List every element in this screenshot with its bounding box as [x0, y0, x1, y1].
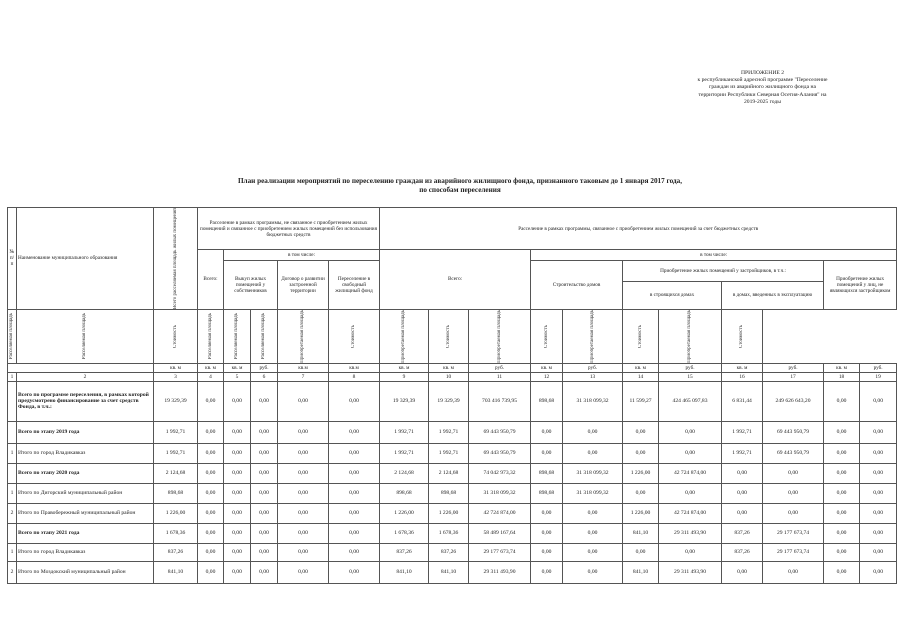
row-value-cell: 0,00	[860, 483, 897, 503]
row-value-cell: 58 489 167,64	[469, 523, 531, 543]
unit-cell: кв. м	[429, 363, 469, 372]
header-from-persons: Приобретение жилых помещений у лиц, не являющихся застройщиком	[824, 261, 897, 310]
subheader-c18	[659, 309, 722, 363]
header-free-fund: Переселение в свободный жилищный фонд	[329, 261, 380, 310]
row-value-cell: 0,00	[224, 443, 251, 463]
units-blank	[8, 363, 154, 372]
appendix-line: территории Республики Северная Осетия-Алания" на	[698, 91, 827, 98]
row-value-cell: 0,00	[251, 503, 278, 523]
row-value-cell: 1 226,00	[380, 503, 429, 523]
row-name-cell: Всего по этапу 2021 года	[17, 523, 154, 543]
row-value-cell: 19 329,39	[429, 381, 469, 421]
table-row	[8, 463, 897, 483]
row-value-cell: 1 678,36	[380, 523, 429, 543]
row-number-cell: 2	[8, 561, 17, 583]
row-number-cell: 1	[8, 443, 17, 463]
row-value-cell: 0,00	[860, 421, 897, 443]
subheader-c14	[469, 309, 531, 363]
header-under-construction: в строящихся домах	[623, 281, 722, 309]
header-group-with-budget: Расселение в рамках программы, связанное с приобретением жилых помещений за счет бюджетных средств	[380, 208, 897, 250]
row-value-cell: 1 226,00	[429, 503, 469, 523]
row-value-cell: 0,00	[224, 561, 251, 583]
appendix-line: к республиканской адресной программе "Переселение	[697, 77, 828, 84]
unit-cell: кв.м	[329, 363, 380, 372]
row-value-cell: 0,00	[329, 503, 380, 523]
appendix-line: 2019-2025 годы	[743, 98, 782, 105]
row-name-cell: Итого по Моздокский муниципальный район	[17, 561, 154, 583]
row-number-cell: 1	[8, 543, 17, 561]
unit-cell: руб.	[469, 363, 531, 372]
row-value-cell: 0,00	[722, 483, 763, 503]
row-value-cell: 0,00	[278, 381, 329, 421]
row-value-cell: 0,00	[860, 381, 897, 421]
column-number: 14	[623, 372, 659, 381]
column-number: 12	[531, 372, 563, 381]
row-name-cell: Итого по Дигорский муниципальный район	[17, 483, 154, 503]
row-value-cell: 0,00	[198, 561, 224, 583]
row-value-cell: 0,00	[563, 421, 623, 443]
row-value-cell: 0,00	[329, 463, 380, 483]
row-value-cell: 0,00	[824, 561, 860, 583]
row-name-cell: Всего по программе переселения, в рамках которой предусмотрено финансирование за счет средств Фонда, в т.ч.:	[17, 381, 154, 421]
unit-cell: кв. м	[824, 363, 860, 372]
row-value-cell: 0,00	[224, 463, 251, 483]
row-value-cell: 0,00	[531, 443, 563, 463]
row-value-cell: 0,00	[198, 443, 224, 463]
subheader-c19	[722, 309, 763, 363]
row-value-cell: 0,00	[224, 483, 251, 503]
row-value-cell: 0,00	[329, 561, 380, 583]
subheader-text: Расселяемая площадь	[234, 313, 239, 360]
row-value-cell: 0,00	[860, 503, 897, 523]
resettlement-plan-table	[7, 207, 897, 584]
row-value-cell: 0,00	[824, 523, 860, 543]
row-value-cell: 0,00	[251, 543, 278, 561]
table-row	[8, 561, 897, 583]
row-value-cell: 0,00	[198, 381, 224, 421]
appendix-line: граждан из аварийного жилищного фонда на	[709, 84, 816, 91]
unit-cell: руб.	[563, 363, 623, 372]
row-value-cell: 0,00	[824, 503, 860, 523]
row-value-cell: 0,00	[722, 463, 763, 483]
row-value-cell: 31 318 099,32	[563, 463, 623, 483]
row-value-cell: 69 443 950,79	[763, 443, 824, 463]
row-value-cell: 1 992,71	[429, 421, 469, 443]
unit-cell: кв.м	[278, 363, 329, 372]
header-total-2: Всего:	[380, 250, 531, 310]
column-number: 5	[224, 372, 251, 381]
row-value-cell: 2 124,68	[429, 463, 469, 483]
row-value-cell: 0,00	[251, 381, 278, 421]
header-total-1: Всего:	[198, 250, 224, 310]
subheader-text: Приобретаемая площадь	[401, 309, 407, 363]
unit-cell: кв. м	[224, 363, 251, 372]
subheader-text: Расселяемая площадь	[261, 313, 266, 360]
row-value-cell: 0,00	[659, 421, 722, 443]
column-number: 1	[8, 372, 17, 381]
row-value-cell: 1 226,00	[623, 463, 659, 483]
row-value-cell: 837,26	[722, 523, 763, 543]
row-value-cell: 898,68	[380, 483, 429, 503]
row-value-cell: 0,00	[198, 523, 224, 543]
row-value-cell: 837,26	[154, 543, 198, 561]
row-value-cell: 1 992,71	[154, 421, 198, 443]
row-value-cell: 0,00	[860, 543, 897, 561]
row-value-cell: 0,00	[531, 421, 563, 443]
row-value-cell: 0,00	[860, 561, 897, 583]
header-number: № п/п	[8, 208, 17, 310]
subheader-c7	[198, 309, 224, 363]
row-value-cell: 0,00	[278, 503, 329, 523]
row-value-cell: 11 599,27	[623, 381, 659, 421]
row-value-cell: 29 177 673,74	[469, 543, 531, 561]
row-value-cell: 0,00	[824, 421, 860, 443]
header-buyout: Выкуп жилых помещений у собственников	[224, 261, 278, 310]
row-value-cell: 29 177 673,74	[763, 523, 824, 543]
row-value-cell: 0,00	[824, 483, 860, 503]
column-number: 7	[278, 372, 329, 381]
row-value-cell: 0,00	[531, 503, 563, 523]
appendix-note	[660, 70, 865, 106]
header-construction: Строительство домов	[531, 261, 623, 310]
subheader-text: Приобретаемая площадь	[687, 309, 693, 363]
row-value-cell: 69 443 950,79	[469, 421, 531, 443]
row-value-cell: 0,00	[278, 561, 329, 583]
title-line-1: План реализации мероприятий по переселению граждан из аварийного жилищного фонда, признанного таковым до 1 января 2017 года,	[237, 177, 683, 185]
row-value-cell: 0,00	[563, 561, 623, 583]
column-number: 18	[824, 372, 860, 381]
row-value-cell: 0,00	[224, 523, 251, 543]
column-number: 8	[329, 372, 380, 381]
row-value-cell: 0,00	[278, 543, 329, 561]
row-value-cell: 1 678,36	[429, 523, 469, 543]
row-value-cell: 42 724 874,00	[469, 503, 531, 523]
row-value-cell: 0,00	[531, 561, 563, 583]
column-number: 13	[563, 372, 623, 381]
row-value-cell: 1 992,71	[722, 421, 763, 443]
subheader-text: Стоимость	[172, 324, 178, 348]
row-value-cell: 0,00	[251, 483, 278, 503]
row-value-cell: 19 329,39	[380, 381, 429, 421]
row-value-cell: 0,00	[563, 503, 623, 523]
subheader-text: Стоимость	[445, 324, 451, 348]
row-number-cell	[8, 381, 17, 421]
row-value-cell: 1 678,36	[154, 523, 198, 543]
row-value-cell: 0,00	[531, 523, 563, 543]
subheader-c9	[251, 309, 278, 363]
row-value-cell: 31 318 099,32	[469, 483, 531, 503]
header-including-2: в том числе:	[531, 250, 897, 261]
unit-cell: руб.	[763, 363, 824, 372]
row-value-cell: 0,00	[722, 503, 763, 523]
row-value-cell: 0,00	[563, 443, 623, 463]
row-value-cell: 0,00	[623, 483, 659, 503]
header-including-1: в том числе:	[224, 250, 380, 261]
row-value-cell: 31 318 099,32	[563, 381, 623, 421]
header-acquisition: Приобретение жилых помещений у застройщиков, в т.ч.:	[623, 261, 824, 282]
row-value-cell: 898,68	[154, 483, 198, 503]
row-value-cell: 0,00	[224, 421, 251, 443]
table-row	[8, 421, 897, 443]
row-value-cell: 1 992,71	[154, 443, 198, 463]
row-value-cell: 837,26	[380, 543, 429, 561]
column-number: 19	[860, 372, 897, 381]
table-row	[8, 503, 897, 523]
subheader-c5	[17, 309, 154, 363]
column-number: 6	[251, 372, 278, 381]
row-name-cell: Итого по город Владикавказ	[17, 443, 154, 463]
row-value-cell: 841,10	[623, 561, 659, 583]
row-value-cell: 0,00	[824, 381, 860, 421]
row-value-cell: 0,00	[329, 421, 380, 443]
row-number-cell	[8, 421, 17, 443]
table-row	[8, 523, 897, 543]
row-value-cell: 0,00	[763, 483, 824, 503]
subheader-text: Приобретаемая площадь	[300, 309, 305, 363]
subheader-text: Стоимость	[739, 324, 745, 348]
header-group-without-budget: Расселение в рамках программы, не связанное с приобретением жилых помещений и связанное с приобретением жилых помещений без использования бюджетных средств	[198, 208, 380, 250]
subheader-row	[8, 309, 897, 363]
column-number: 9	[380, 372, 429, 381]
unit-cell: кв. м	[154, 363, 198, 372]
row-value-cell: 0,00	[251, 561, 278, 583]
unit-cell: руб.	[860, 363, 897, 372]
row-value-cell: 0,00	[659, 483, 722, 503]
row-value-cell: 0,00	[722, 561, 763, 583]
column-number: 3	[154, 372, 198, 381]
row-value-cell: 0,00	[251, 523, 278, 543]
row-value-cell: 898,68	[531, 381, 563, 421]
row-value-cell: 0,00	[278, 443, 329, 463]
row-value-cell: 841,10	[623, 523, 659, 543]
header-total-area	[154, 208, 198, 310]
row-value-cell: 0,00	[763, 561, 824, 583]
row-value-cell: 1 226,00	[623, 503, 659, 523]
row-value-cell: 0,00	[329, 443, 380, 463]
row-value-cell: 0,00	[224, 503, 251, 523]
row-value-cell: 841,10	[154, 561, 198, 583]
subheader-text: Расселяемая площадь	[82, 313, 87, 360]
row-value-cell: 0,00	[278, 523, 329, 543]
row-value-cell: 29 311 493,90	[469, 561, 531, 583]
column-number: 17	[763, 372, 824, 381]
row-value-cell: 0,00	[860, 443, 897, 463]
subheader-c17	[623, 309, 659, 363]
row-value-cell: 2 124,68	[154, 463, 198, 483]
row-value-cell: 0,00	[659, 443, 722, 463]
row-value-cell: 0,00	[198, 503, 224, 523]
row-value-cell: 0,00	[224, 381, 251, 421]
row-value-cell: 19 329,39	[154, 381, 198, 421]
row-value-cell: 0,00	[329, 381, 380, 421]
row-value-cell: 1 992,71	[722, 443, 763, 463]
row-value-cell: 1 992,71	[380, 443, 429, 463]
row-value-cell: 249 626 643,20	[763, 381, 824, 421]
row-name-cell: Итого по город Владикавказ	[17, 543, 154, 561]
row-value-cell: 29 311 493,90	[659, 523, 722, 543]
table-row	[8, 381, 897, 421]
unit-cell: кв. м	[623, 363, 659, 372]
subheader-c12	[380, 309, 429, 363]
column-number: 15	[659, 372, 722, 381]
row-value-cell: 0,00	[251, 421, 278, 443]
row-value-cell: 703 416 739,95	[469, 381, 531, 421]
unit-cell: руб.	[659, 363, 722, 372]
row-value-cell: 0,00	[329, 483, 380, 503]
row-value-cell: 74 042 973,32	[469, 463, 531, 483]
row-value-cell: 0,00	[278, 421, 329, 443]
column-number: 16	[722, 372, 763, 381]
column-number: 4	[198, 372, 224, 381]
row-value-cell: 69 443 950,79	[469, 443, 531, 463]
subheader-c6	[154, 309, 198, 363]
row-value-cell: 42 724 874,00	[659, 463, 722, 483]
row-value-cell: 0,00	[198, 421, 224, 443]
row-value-cell: 69 443 950,79	[763, 421, 824, 443]
column-number: 10	[429, 372, 469, 381]
table-row	[8, 543, 897, 561]
row-number-cell	[8, 523, 17, 543]
row-value-cell: 898,68	[531, 463, 563, 483]
row-name-cell: Всего по этапу 2020 года	[17, 463, 154, 483]
row-value-cell: 1 226,00	[154, 503, 198, 523]
row-value-cell: 898,68	[429, 483, 469, 503]
row-value-cell: 424 465 097,83	[659, 381, 722, 421]
unit-cell: кв. м	[380, 363, 429, 372]
unit-cell: кв. м	[531, 363, 563, 372]
row-value-cell: 0,00	[623, 543, 659, 561]
row-value-cell: 841,10	[429, 561, 469, 583]
row-value-cell: 2 124,68	[380, 463, 429, 483]
row-name-cell: Всего по этапу 2019 года	[17, 421, 154, 443]
table-body	[8, 381, 897, 583]
row-value-cell: 0,00	[824, 443, 860, 463]
column-numbers-row	[8, 372, 897, 381]
row-number-cell: 2	[8, 503, 17, 523]
header-municipality: Наименование муниципального образования	[17, 208, 154, 310]
subheader-c8	[224, 309, 251, 363]
subheader-text: Стоимость	[543, 324, 549, 348]
subheader-text: Приобретаемая площадь	[496, 309, 502, 363]
row-value-cell: 0,00	[659, 543, 722, 561]
header-territory-contract: Договор о развитии застроенной территории	[278, 261, 329, 310]
table-row	[8, 483, 897, 503]
row-value-cell: 0,00	[860, 463, 897, 483]
row-value-cell: 6 831,44	[722, 381, 763, 421]
unit-cell: руб.	[251, 363, 278, 372]
subheader-c15	[531, 309, 563, 363]
row-value-cell: 0,00	[278, 483, 329, 503]
row-value-cell: 0,00	[763, 503, 824, 523]
row-number-cell: 1	[8, 483, 17, 503]
row-value-cell: 837,26	[429, 543, 469, 561]
row-value-cell: 42 724 874,00	[659, 503, 722, 523]
row-value-cell: 0,00	[198, 463, 224, 483]
table-header	[8, 208, 897, 382]
row-value-cell: 0,00	[251, 443, 278, 463]
subheader-text: Расселяемая площадь	[207, 313, 213, 360]
subheader-c11	[329, 309, 380, 363]
row-value-cell: 0,00	[824, 463, 860, 483]
row-value-cell: 31 318 099,32	[563, 483, 623, 503]
subheader-c10	[278, 309, 329, 363]
row-number-cell	[8, 463, 17, 483]
row-value-cell: 0,00	[763, 463, 824, 483]
row-value-cell: 0,00	[198, 543, 224, 561]
table-row	[8, 443, 897, 463]
row-value-cell: 0,00	[329, 523, 380, 543]
header-total-area-text: Всего расселяемая площадь жилых помещений	[172, 208, 178, 309]
row-value-cell: 1 992,71	[429, 443, 469, 463]
row-value-cell: 0,00	[329, 543, 380, 561]
row-value-cell: 0,00	[563, 543, 623, 561]
column-number: 11	[469, 372, 531, 381]
row-value-cell: 29 177 673,74	[763, 543, 824, 561]
subheader-c4	[8, 309, 17, 363]
unit-cell: кв. м	[722, 363, 763, 372]
row-value-cell: 0,00	[198, 483, 224, 503]
row-value-cell: 0,00	[860, 523, 897, 543]
row-value-cell: 0,00	[623, 443, 659, 463]
row-name-cell: Итого по Правобережный муниципальный район	[17, 503, 154, 523]
column-number: 2	[17, 372, 154, 381]
row-value-cell: 898,68	[531, 483, 563, 503]
row-value-cell: 29 311 493,90	[659, 561, 722, 583]
row-value-cell: 0,00	[563, 523, 623, 543]
row-value-cell: 0,00	[623, 421, 659, 443]
row-value-cell: 0,00	[251, 463, 278, 483]
subheader-text: Стоимость	[351, 324, 357, 348]
row-value-cell: 0,00	[824, 543, 860, 561]
row-value-cell: 841,10	[380, 561, 429, 583]
subheader-text: Стоимость	[637, 324, 643, 348]
subheader-c13	[429, 309, 469, 363]
row-value-cell: 0,00	[224, 543, 251, 561]
subheader-c16	[563, 309, 623, 363]
row-value-cell: 0,00	[278, 463, 329, 483]
subheader-text: Расселяемая площадь	[9, 313, 14, 360]
units-row	[8, 363, 897, 372]
appendix-line: ПРИЛОЖЕНИЕ 2	[740, 70, 784, 76]
row-value-cell: 837,26	[722, 543, 763, 561]
header-commissioned: в домах, введенных в эксплуатацию	[722, 281, 824, 309]
subheader-text: Приобретаемая площадь	[589, 309, 595, 363]
title-line-2: по способам переселения	[419, 186, 501, 194]
unit-cell: кв. м	[198, 363, 224, 372]
row-value-cell: 0,00	[531, 543, 563, 561]
document-title	[120, 177, 800, 195]
row-value-cell: 1 992,71	[380, 421, 429, 443]
